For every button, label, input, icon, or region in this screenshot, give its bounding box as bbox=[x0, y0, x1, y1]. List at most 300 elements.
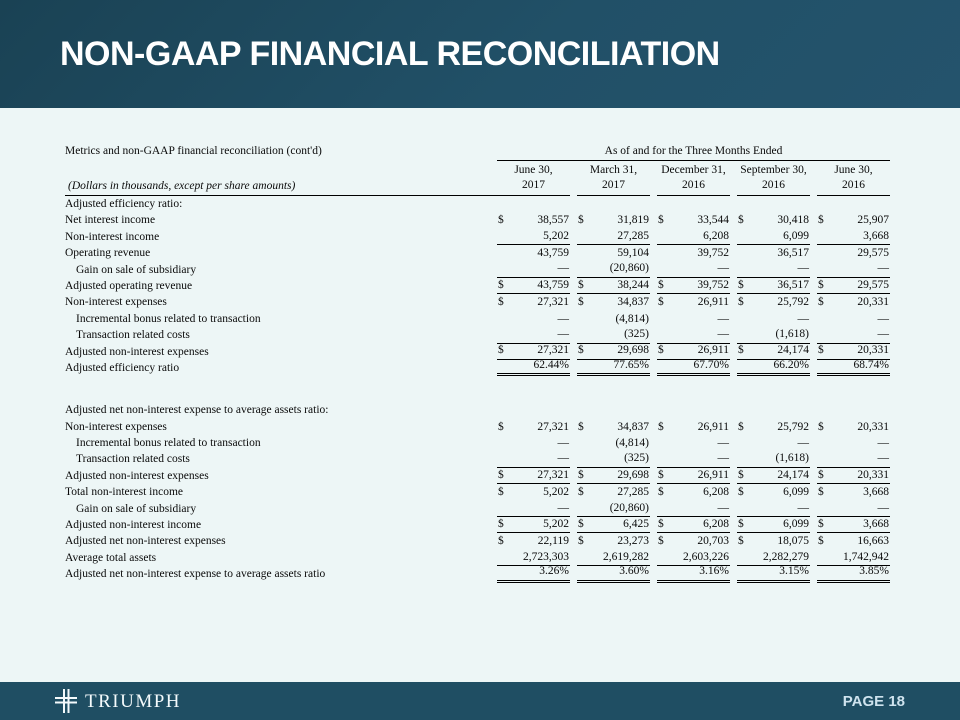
row-label: Gain on sale of subsidiary bbox=[76, 502, 197, 515]
value-cell bbox=[497, 212, 577, 228]
value-cell bbox=[737, 501, 817, 517]
column-year: 2017 bbox=[522, 179, 545, 191]
cell-value: 77.65% bbox=[613, 358, 649, 371]
cell bbox=[737, 468, 810, 484]
cell-value: 6,208 bbox=[703, 229, 729, 242]
cell bbox=[817, 435, 890, 451]
cell-value: 16,663 bbox=[857, 535, 889, 548]
row-label: Adjusted non-interest income bbox=[65, 519, 202, 532]
dollar-sign: $ bbox=[658, 278, 664, 291]
dollar-sign: $ bbox=[738, 278, 744, 291]
cell-value: (4,814) bbox=[615, 436, 649, 449]
row-label: Adjusted operating revenue bbox=[65, 279, 193, 292]
cell-value: — bbox=[797, 312, 809, 325]
cell-value: 38,557 bbox=[537, 214, 569, 227]
cell bbox=[497, 262, 570, 278]
value-cell bbox=[657, 360, 737, 376]
dollar-sign: $ bbox=[658, 468, 664, 481]
cell bbox=[577, 451, 650, 467]
cell-value: — bbox=[877, 501, 889, 514]
column-month: June 30, bbox=[834, 164, 873, 176]
row-label: Incremental bonus related to transaction bbox=[76, 437, 261, 450]
cell bbox=[657, 501, 730, 517]
value-cell bbox=[657, 566, 737, 582]
table-row bbox=[65, 435, 897, 451]
cell bbox=[737, 311, 810, 327]
brand-name: TRIUMPH bbox=[85, 690, 182, 712]
dollar-sign: $ bbox=[738, 344, 744, 357]
cell-value: 29,575 bbox=[857, 278, 889, 291]
cell-value: — bbox=[877, 452, 889, 465]
cell bbox=[497, 278, 570, 294]
value-cell bbox=[577, 533, 657, 549]
dollar-sign: $ bbox=[658, 344, 664, 357]
value-cell bbox=[817, 566, 897, 582]
value-cell bbox=[497, 533, 577, 549]
cell-value: 59,104 bbox=[617, 247, 649, 260]
table-row bbox=[65, 294, 897, 310]
period-header: As of and for the Three Months Ended bbox=[497, 144, 890, 161]
cell bbox=[737, 435, 810, 451]
value-cell bbox=[497, 262, 577, 278]
value-cell bbox=[737, 566, 817, 582]
table-row bbox=[65, 262, 897, 278]
cell-value: 66.20% bbox=[773, 358, 809, 371]
dollar-sign: $ bbox=[738, 420, 744, 433]
cell bbox=[497, 419, 570, 435]
value-cell bbox=[737, 419, 817, 435]
cell-value: 23,273 bbox=[617, 535, 649, 548]
row-label: Adjusted non-interest expenses bbox=[65, 345, 209, 358]
table-row bbox=[65, 451, 897, 467]
value-cell bbox=[497, 294, 577, 310]
table-row bbox=[65, 229, 897, 245]
brand bbox=[55, 689, 181, 713]
value-cell bbox=[657, 262, 737, 278]
cell bbox=[577, 229, 650, 245]
cell bbox=[657, 245, 730, 261]
cell-value: 20,331 bbox=[857, 420, 889, 433]
page-title: NON-GAAP FINANCIAL RECONCILIATION bbox=[60, 34, 720, 73]
value-cell bbox=[737, 468, 817, 484]
cell-value: 25,792 bbox=[777, 296, 809, 309]
cell bbox=[737, 484, 810, 500]
dollar-sign: $ bbox=[818, 486, 824, 499]
cell-value: 6,208 bbox=[703, 517, 729, 530]
column-year: 2016 bbox=[762, 179, 785, 191]
page-number: PAGE 18 bbox=[842, 692, 905, 710]
value-cell bbox=[657, 419, 737, 435]
value-cell bbox=[737, 262, 817, 278]
dollar-sign: $ bbox=[658, 420, 664, 433]
cell bbox=[657, 360, 730, 376]
cell-value: (20,860) bbox=[609, 501, 649, 514]
cell-value: 18,075 bbox=[777, 535, 809, 548]
cell-value: 6,099 bbox=[783, 229, 809, 242]
value-cell bbox=[657, 501, 737, 517]
cell bbox=[737, 229, 810, 245]
dollar-sign: $ bbox=[498, 486, 504, 499]
cell bbox=[737, 501, 810, 517]
cell-value: 68.74% bbox=[853, 358, 889, 371]
cell bbox=[737, 566, 810, 582]
row-label: Operating revenue bbox=[65, 247, 151, 260]
value-cell bbox=[817, 294, 897, 310]
cell-value: 3.16% bbox=[699, 565, 729, 578]
cell-value: 5,202 bbox=[543, 229, 569, 242]
row-label: Adjusted net non-interest expenses bbox=[65, 535, 226, 548]
dollar-sign: $ bbox=[818, 468, 824, 481]
dollar-sign: $ bbox=[498, 344, 504, 357]
cell-value: — bbox=[557, 262, 569, 275]
column-header-1 bbox=[577, 162, 657, 196]
cell-value: 38,244 bbox=[617, 278, 649, 291]
slide-header bbox=[0, 0, 960, 108]
value-cell bbox=[737, 245, 817, 261]
cell-value: 2,282,279 bbox=[763, 550, 809, 563]
value-cell bbox=[577, 517, 657, 533]
value-cell bbox=[817, 419, 897, 435]
cell-value: 34,837 bbox=[617, 420, 649, 433]
dollar-sign: $ bbox=[578, 214, 584, 227]
cell bbox=[577, 360, 650, 376]
value-cell bbox=[497, 245, 577, 261]
row-label: Non-interest income bbox=[65, 230, 160, 243]
row-label: Transaction related costs bbox=[76, 453, 190, 466]
cell-value: 29,698 bbox=[617, 344, 649, 357]
cell-value: 24,174 bbox=[777, 468, 809, 481]
cell bbox=[817, 419, 890, 435]
value-cell bbox=[497, 435, 577, 451]
cell bbox=[577, 212, 650, 228]
cell-value: 27,321 bbox=[537, 296, 569, 309]
column-month: September 30, bbox=[740, 164, 807, 176]
dollar-sign: $ bbox=[738, 468, 744, 481]
table-section bbox=[65, 402, 960, 582]
cell bbox=[657, 419, 730, 435]
cell-value: 3.26% bbox=[539, 565, 569, 578]
row-label: Average total assets bbox=[65, 551, 157, 564]
cell bbox=[497, 517, 570, 533]
cell-value: 36,517 bbox=[777, 278, 809, 291]
dollar-sign: $ bbox=[578, 420, 584, 433]
dollar-sign: $ bbox=[738, 296, 744, 309]
value-cell bbox=[817, 484, 897, 500]
dollar-sign: $ bbox=[738, 535, 744, 548]
value-cell bbox=[817, 360, 897, 376]
table-left-header bbox=[65, 144, 497, 196]
cell bbox=[657, 533, 730, 549]
cell-value: 25,907 bbox=[857, 214, 889, 227]
row-label: Non-interest expenses bbox=[65, 420, 167, 433]
value-cell bbox=[817, 278, 897, 294]
cell-value: 24,174 bbox=[777, 344, 809, 357]
cell bbox=[657, 468, 730, 484]
value-cell bbox=[657, 533, 737, 549]
value-cell bbox=[657, 484, 737, 500]
cell-value: 6,099 bbox=[783, 486, 809, 499]
cell-value: 31,819 bbox=[617, 214, 649, 227]
column-year: 2017 bbox=[602, 179, 625, 191]
cell bbox=[737, 360, 810, 376]
cell-value: 27,321 bbox=[537, 420, 569, 433]
value-cell bbox=[817, 229, 897, 245]
cell bbox=[657, 327, 730, 343]
cell-value: 5,202 bbox=[543, 486, 569, 499]
cell bbox=[657, 278, 730, 294]
cell-value: 39,752 bbox=[697, 247, 729, 260]
cell-value: 25,792 bbox=[777, 420, 809, 433]
cell-value: 27,285 bbox=[617, 486, 649, 499]
dollar-sign: $ bbox=[818, 214, 824, 227]
column-month: March 31, bbox=[589, 164, 638, 176]
cell-value: — bbox=[877, 312, 889, 325]
cell bbox=[817, 229, 890, 245]
cell bbox=[497, 451, 570, 467]
table-row bbox=[65, 533, 897, 549]
cell bbox=[737, 517, 810, 533]
dollar-sign: $ bbox=[578, 535, 584, 548]
cell bbox=[577, 501, 650, 517]
cell-value: 26,911 bbox=[697, 420, 729, 433]
value-cell bbox=[577, 360, 657, 376]
cell-value: 43,759 bbox=[537, 278, 569, 291]
value-cell bbox=[577, 327, 657, 343]
section-heading: Adjusted efficiency ratio: bbox=[65, 198, 183, 210]
dollar-sign: $ bbox=[498, 296, 504, 309]
cell-value: 3,668 bbox=[863, 229, 889, 242]
cell-value: — bbox=[557, 452, 569, 465]
value-cell bbox=[657, 229, 737, 245]
value-cell bbox=[577, 451, 657, 467]
value-cell bbox=[497, 278, 577, 294]
cell bbox=[497, 294, 570, 310]
column-header-4 bbox=[817, 162, 897, 196]
cell bbox=[657, 566, 730, 582]
column-header-text bbox=[497, 162, 570, 196]
cell bbox=[737, 327, 810, 343]
row-label: Adjusted net non-interest expense to average assets ratio bbox=[65, 568, 326, 581]
cell bbox=[577, 311, 650, 327]
cell bbox=[817, 212, 890, 228]
cell bbox=[577, 484, 650, 500]
cell-value: 1,742,942 bbox=[843, 550, 889, 563]
cell bbox=[497, 311, 570, 327]
cell-value: 62.44% bbox=[533, 358, 569, 371]
cell-value: 29,698 bbox=[617, 468, 649, 481]
cell bbox=[737, 245, 810, 261]
value-cell bbox=[497, 451, 577, 467]
cell bbox=[817, 501, 890, 517]
cell bbox=[657, 212, 730, 228]
cell-value: (1,618) bbox=[775, 452, 809, 465]
cell-value: 3.85% bbox=[859, 565, 889, 578]
cell bbox=[737, 533, 810, 549]
table-row bbox=[65, 344, 897, 360]
dollar-sign: $ bbox=[658, 535, 664, 548]
value-cell bbox=[817, 311, 897, 327]
cell bbox=[817, 294, 890, 310]
units-note: (Dollars in thousands, except per share amounts) bbox=[68, 180, 296, 192]
value-cell bbox=[817, 435, 897, 451]
cell bbox=[577, 294, 650, 310]
value-cell bbox=[497, 566, 577, 582]
row-label: Adjusted non-interest expenses bbox=[65, 469, 209, 482]
value-cell bbox=[817, 451, 897, 467]
cell bbox=[497, 435, 570, 451]
dollar-sign: $ bbox=[658, 486, 664, 499]
cell bbox=[577, 468, 650, 484]
value-cell bbox=[817, 501, 897, 517]
table-row bbox=[65, 360, 897, 376]
cell bbox=[817, 245, 890, 261]
period-columns bbox=[497, 144, 897, 196]
cell bbox=[817, 360, 890, 376]
cell-value: 20,331 bbox=[857, 344, 889, 357]
cell-value: 2,723,303 bbox=[523, 550, 569, 563]
column-header-text bbox=[657, 162, 730, 196]
value-cell bbox=[497, 517, 577, 533]
dollar-sign: $ bbox=[578, 486, 584, 499]
dollar-sign: $ bbox=[738, 214, 744, 227]
value-cell bbox=[577, 566, 657, 582]
cell bbox=[657, 517, 730, 533]
dollar-sign: $ bbox=[658, 296, 664, 309]
value-cell bbox=[497, 468, 577, 484]
value-cell bbox=[737, 327, 817, 343]
cell bbox=[497, 484, 570, 500]
value-cell bbox=[817, 468, 897, 484]
cell bbox=[497, 245, 570, 261]
cell-value: 2,603,226 bbox=[683, 550, 729, 563]
cell bbox=[657, 484, 730, 500]
cell-value: — bbox=[557, 328, 569, 341]
value-cell bbox=[817, 533, 897, 549]
value-cell bbox=[737, 212, 817, 228]
cell-value: 3.60% bbox=[619, 565, 649, 578]
value-cell bbox=[577, 311, 657, 327]
cell-value: 3,668 bbox=[863, 486, 889, 499]
slide-footer bbox=[0, 682, 960, 720]
cell bbox=[657, 435, 730, 451]
table-section bbox=[65, 196, 960, 376]
cell bbox=[577, 566, 650, 582]
table-row bbox=[65, 550, 897, 566]
cell-value: 3.15% bbox=[779, 565, 809, 578]
cell bbox=[577, 327, 650, 343]
table-sections bbox=[65, 196, 960, 583]
column-header-text bbox=[817, 162, 890, 196]
column-header-3 bbox=[737, 162, 817, 196]
dollar-sign: $ bbox=[818, 278, 824, 291]
value-cell bbox=[737, 311, 817, 327]
value-cell bbox=[737, 360, 817, 376]
value-cell bbox=[497, 327, 577, 343]
cell-value: — bbox=[717, 328, 729, 341]
row-label: Gain on sale of subsidiary bbox=[76, 263, 197, 276]
value-cell bbox=[657, 311, 737, 327]
cell bbox=[657, 311, 730, 327]
cell-value: — bbox=[877, 436, 889, 449]
value-cell bbox=[817, 245, 897, 261]
value-cell bbox=[657, 245, 737, 261]
cell-value: (4,814) bbox=[615, 312, 649, 325]
dollar-sign: $ bbox=[578, 468, 584, 481]
dollar-sign: $ bbox=[818, 420, 824, 433]
cell-value: 36,517 bbox=[777, 247, 809, 260]
cell bbox=[577, 435, 650, 451]
dollar-sign: $ bbox=[498, 214, 504, 227]
dollar-sign: $ bbox=[818, 535, 824, 548]
value-cell bbox=[657, 327, 737, 343]
cell-value: 30,418 bbox=[777, 214, 809, 227]
cell bbox=[817, 262, 890, 278]
value-cell bbox=[737, 229, 817, 245]
cell bbox=[737, 419, 810, 435]
cell bbox=[817, 451, 890, 467]
dollar-sign: $ bbox=[578, 344, 584, 357]
cell bbox=[817, 533, 890, 549]
dollar-sign: $ bbox=[738, 517, 744, 530]
dollar-sign: $ bbox=[658, 214, 664, 227]
cell bbox=[577, 262, 650, 278]
cell bbox=[577, 533, 650, 549]
table-row bbox=[65, 419, 897, 435]
cell bbox=[577, 517, 650, 533]
value-cell bbox=[737, 435, 817, 451]
cell-value: — bbox=[797, 436, 809, 449]
cell-value: 29,575 bbox=[857, 247, 889, 260]
cell bbox=[657, 294, 730, 310]
column-month: December 31, bbox=[661, 164, 726, 176]
table-row bbox=[65, 501, 897, 517]
row-label: Transaction related costs bbox=[76, 329, 190, 342]
value-cell bbox=[577, 468, 657, 484]
column-header-text bbox=[577, 162, 650, 196]
dollar-sign: $ bbox=[818, 517, 824, 530]
column-header-0 bbox=[497, 162, 577, 196]
cell-value: 27,321 bbox=[537, 344, 569, 357]
table-row bbox=[65, 566, 897, 582]
cell-value: 3,668 bbox=[863, 517, 889, 530]
column-header-2 bbox=[657, 162, 737, 196]
cell bbox=[817, 566, 890, 582]
table-row bbox=[65, 517, 897, 533]
value-cell bbox=[577, 229, 657, 245]
value-cell bbox=[737, 484, 817, 500]
cell-value: — bbox=[877, 328, 889, 341]
value-cell bbox=[497, 419, 577, 435]
cell-value: 26,911 bbox=[697, 468, 729, 481]
cell bbox=[737, 451, 810, 467]
dollar-sign: $ bbox=[498, 468, 504, 481]
cell-value: 20,331 bbox=[857, 468, 889, 481]
cell bbox=[497, 212, 570, 228]
column-year: 2016 bbox=[842, 179, 865, 191]
dollar-sign: $ bbox=[818, 296, 824, 309]
cell-value: — bbox=[717, 262, 729, 275]
table-header bbox=[65, 144, 897, 196]
cell bbox=[737, 278, 810, 294]
section-heading-row bbox=[65, 196, 897, 212]
dollar-sign: $ bbox=[658, 517, 664, 530]
value-cell bbox=[577, 419, 657, 435]
table-row bbox=[65, 468, 897, 484]
section-heading: Adjusted net non-interest expense to average assets ratio: bbox=[65, 404, 329, 417]
cell-value: 26,911 bbox=[697, 344, 729, 357]
table-row bbox=[65, 327, 897, 343]
cell-value: (325) bbox=[624, 328, 649, 341]
